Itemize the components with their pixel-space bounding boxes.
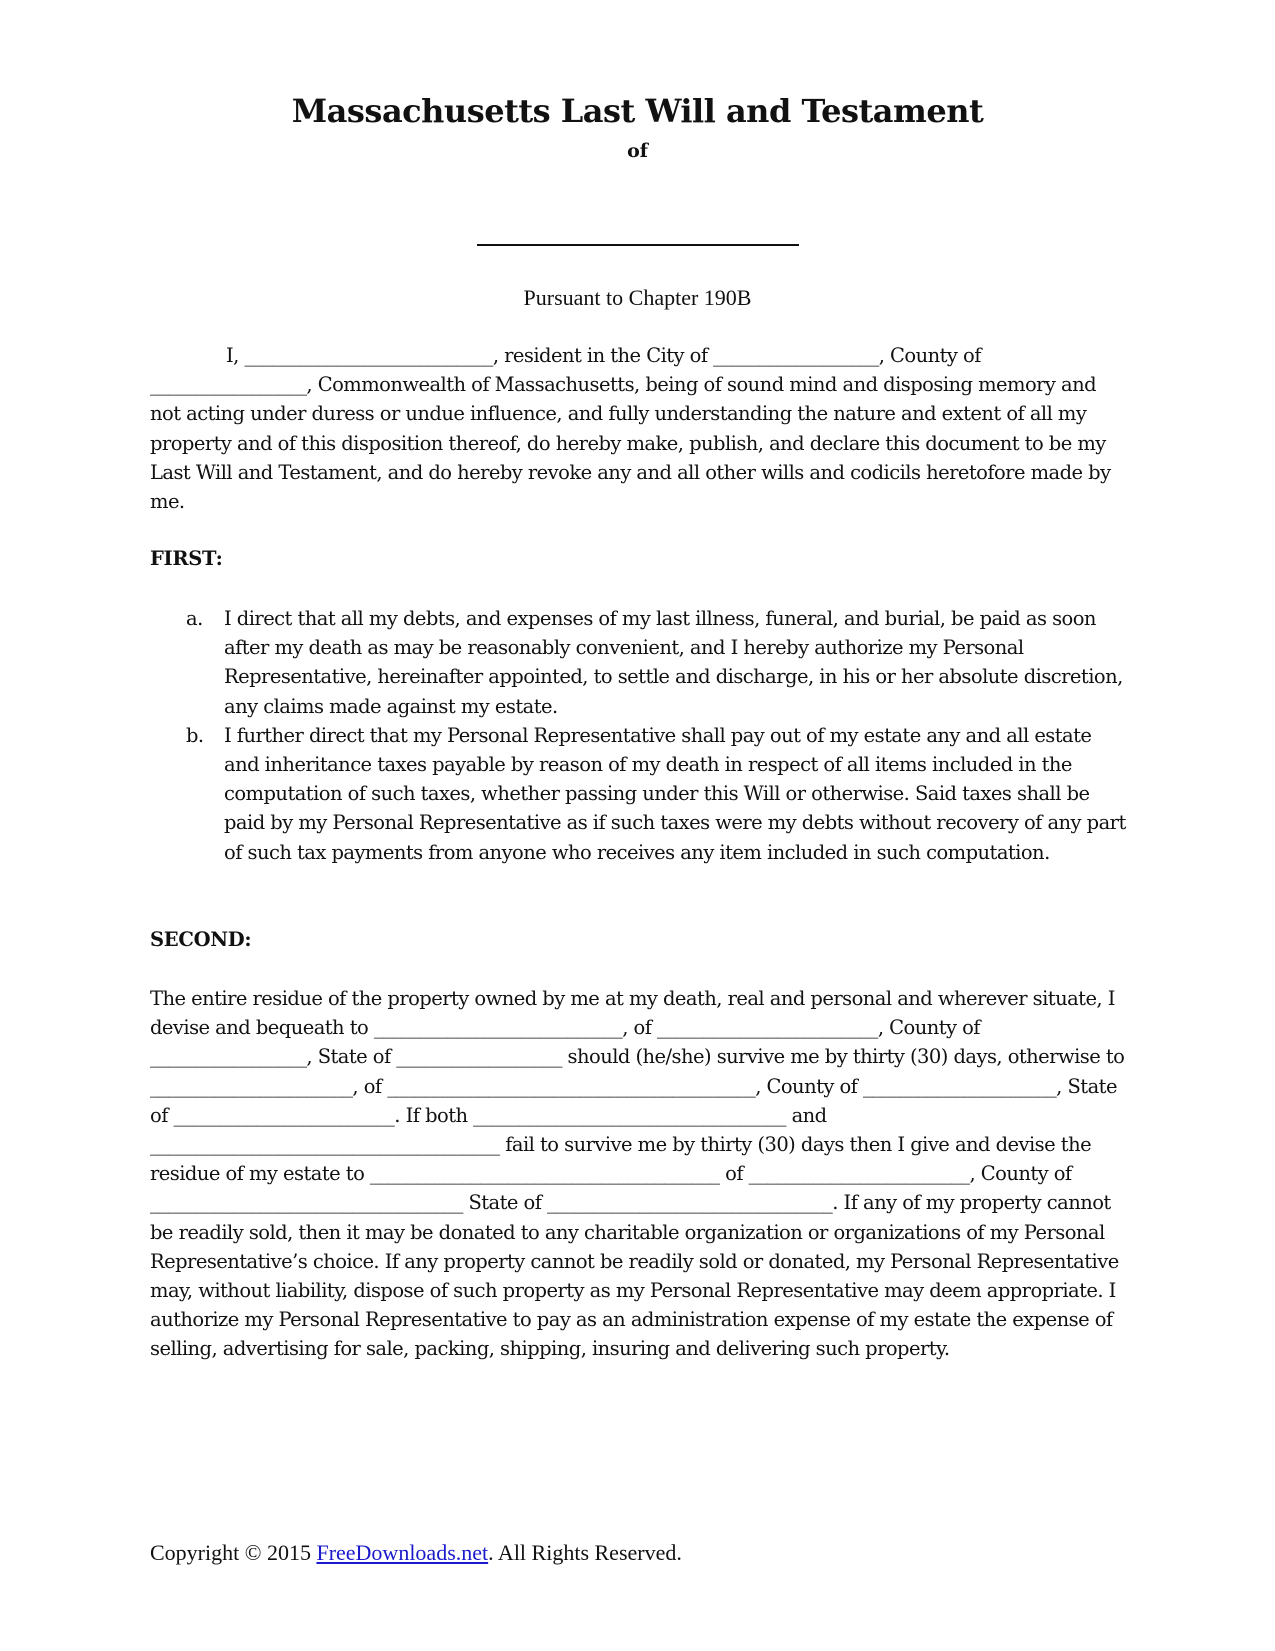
first-heading: FIRST: [150, 547, 223, 570]
list-marker: a. [186, 607, 203, 630]
document-subtitle: of [627, 140, 648, 162]
second-heading: SECOND: [150, 928, 252, 951]
list-item [150, 604, 1130, 721]
statute-reference: Pursuant to Chapter 190B [523, 285, 752, 310]
document-title: Massachusetts Last Will and Testament [291, 92, 984, 130]
testator-name-line [477, 244, 799, 246]
first-clauses [150, 604, 1130, 867]
clause-text: I direct that all my debts, and expenses of my last illness, funeral, and burial, be paid as soon after my death as may be reasonably convenient, and I hereby authorize my Personal Representative, hereinafter appointed, to settle and discharge, in his or her absolute discretion, any claims made against my estate. [224, 607, 1123, 718]
copyright-suffix: . All Rights Reserved. [488, 1540, 682, 1565]
freedownloads-link[interactable]: FreeDownloads.net [316, 1540, 489, 1565]
copyright-prefix: Copyright © 2015 [150, 1540, 317, 1565]
residue-paragraph: The entire residue of the property owned by me at my death, real and personal and wherever situate, I devise and bequeath to ___________________________, of ________________________, County of _________________, State of __________________ should (he/she) survive me by thirty (30) days, otherwise to ______________________, of ________________________________________, County of _____________________, State of ________________________. If both __________________________________ and ______________________________________ fail to survive me by thirty (30) days then I give and devise the residue of my estate to ______________________________________ of ________________________, County of __________________________________ State of _______________________________. If any of my property cannot be readily sold, then it may be donated to any charitable organization or organizations of my Personal Representative’s choice. If any property cannot be readily sold or donated, my Personal Representative may, without liability, dispose of such property as my Personal Representative may deem appropriate. I authorize my Personal Representative to pay as an administration expense of my estate the expense of selling, advertising for sale, packing, shipping, insuring and delivering such property. [150, 987, 1125, 1361]
list-marker: b. [186, 723, 204, 747]
intro-paragraph: I, ___________________________, resident in the City of __________________, County of _________________, Commonwealth of Massachusetts, being of sound mind and disposing memory and not acting under duress or undue influence, and fully understanding the nature and extent of all my property and of this disposition thereof, do hereby make, publish, and declare this document to be my Last Will and Testament, and do hereby revoke any and all other wills and codicils heretofore made by me. [150, 344, 1111, 514]
copyright-footer [150, 1540, 682, 1566]
list-item [150, 721, 1130, 867]
clause-text: I further direct that my Personal Representative shall pay out of my estate any and all estate and inheritance taxes payable by reason of my death in respect of all items included in the computation of such taxes, whether passing under this Will or otherwise. Said taxes shall be paid by my Personal Representative as if such taxes were my debts without recovery of any part of such tax payments from anyone who receives any item included in such computation. [224, 723, 1126, 864]
